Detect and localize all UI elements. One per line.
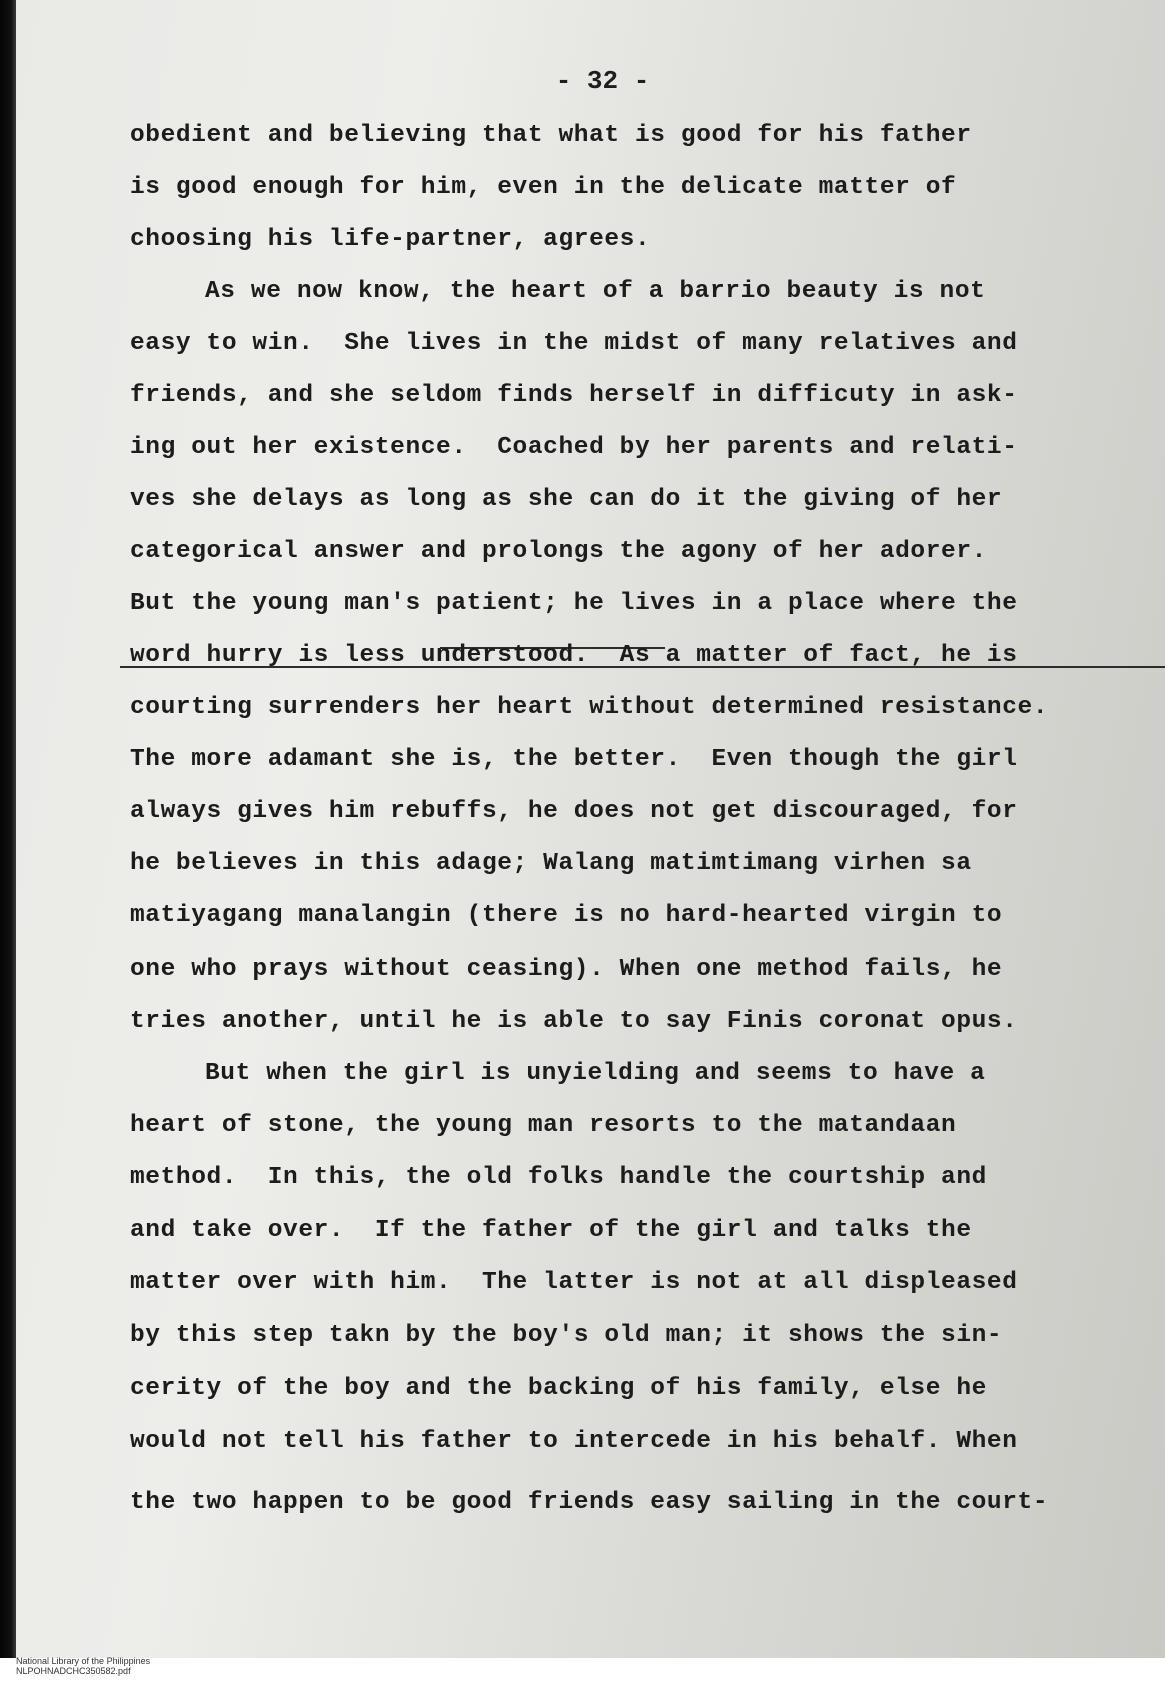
text-line-13: The more adamant she is, the better. Even though the girl xyxy=(130,746,1018,773)
text-line-4: As we now know, the heart of a barrio beauty is not xyxy=(205,278,986,305)
text-line-27: the two happen to be good friends easy sailing in the court- xyxy=(130,1489,1049,1516)
text-line-25: cerity of the boy and the backing of his family, else he xyxy=(130,1375,987,1402)
footer-file-id: NLPOHNADCHC350582.pdf xyxy=(16,1666,131,1676)
text-line-15: he believes in this adage; Walang matimtimang virhen sa xyxy=(130,850,972,877)
text-line-7: ing out her existence. Coached by her parents and relati- xyxy=(130,434,1018,461)
text-line-2: is good enough for him, even in the delicate matter of xyxy=(130,174,957,201)
text-line-10: But the young man's patient; he lives in a place where the xyxy=(130,590,1018,617)
text-line-26: would not tell his father to intercede in his behalf. When xyxy=(130,1428,1018,1455)
text-line-24: by this step takn by the boy's old man; it shows the sin- xyxy=(130,1322,1003,1349)
text-line-20: heart of stone, the young man resorts to the matandaan xyxy=(130,1112,957,1139)
binding-edge xyxy=(0,0,16,1658)
scan-footer xyxy=(6,1646,166,1686)
text-line-3: choosing his life-partner, agrees. xyxy=(130,226,651,253)
text-line-5: easy to win. She lives in the midst of many relatives and xyxy=(130,330,1018,357)
text-line-16: matiyagang manalangin (there is no hard-hearted virgin to xyxy=(130,902,1003,929)
text-line-1: obedient and believing that what is good for his father xyxy=(130,122,972,149)
text-line-17: one who prays without ceasing). When one method fails, he xyxy=(130,956,1003,983)
footer-library: National Library of the Philippines xyxy=(16,1656,151,1666)
text-line-11: word hurry is less understood. As a matter of fact, he is xyxy=(130,642,1018,669)
text-line-23: matter over with him. The latter is not at all displeased xyxy=(130,1269,1018,1296)
text-line-6: friends, and she seldom finds herself in difficuty in ask- xyxy=(130,382,1018,409)
text-line-9: categorical answer and prolongs the agony of her adorer. xyxy=(130,538,987,565)
text-line-18: tries another, until he is able to say Finis coronat opus. xyxy=(130,1008,1018,1035)
page-number: - 32 - xyxy=(555,66,650,96)
text-line-19: But when the girl is unyielding and seems to have a xyxy=(205,1060,986,1087)
text-line-8: ves she delays as long as she can do it the giving of her xyxy=(130,486,1003,513)
text-line-12: courting surrenders her heart without determined resistance. xyxy=(130,694,1049,721)
text-line-14: always gives him rebuffs, he does not get discouraged, for xyxy=(130,798,1018,825)
text-line-22: and take over. If the father of the girl and talks the xyxy=(130,1217,972,1244)
text-line-21: method. In this, the old folks handle the courtship and xyxy=(130,1164,987,1191)
